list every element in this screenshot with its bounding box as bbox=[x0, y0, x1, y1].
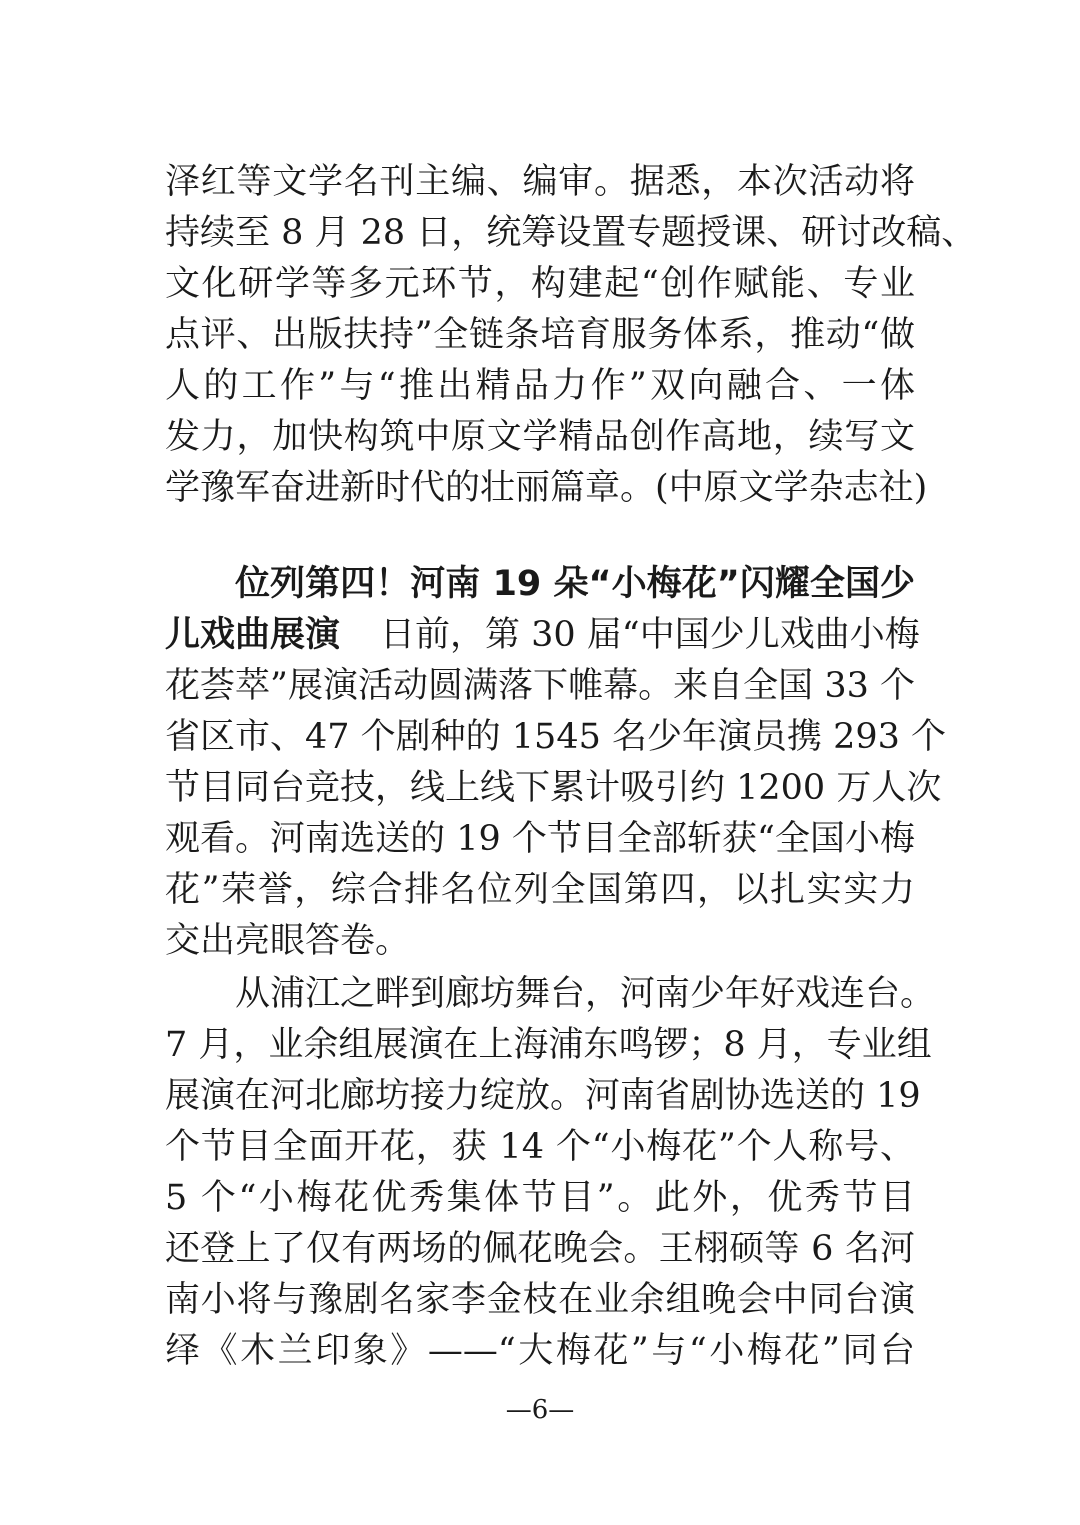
news-headline-end: 儿戏曲展演 bbox=[165, 615, 341, 655]
text-line: 花”荣誉，综合排名位列全国第四，以扎实实力 bbox=[165, 870, 915, 910]
text-line: 花荟萃”展演活动圆满落下帷幕。来自全国 33 个 bbox=[165, 666, 915, 706]
text-line: 从浦江之畔到廊坊舞台，河南少年好戏连台。 bbox=[235, 974, 936, 1014]
text-line: 展演在河北廊坊接力绽放。河南省剧协选送的 19 bbox=[165, 1076, 921, 1116]
text-line: 南小将与豫剧名家李金枝在业余组晚会中同台演 bbox=[165, 1280, 915, 1320]
text-line: 7 月，业余组展演在上海浦东鸣锣；8 月，专业组 bbox=[165, 1025, 932, 1065]
text-line: 个节目全面开花，获 14 个“小梅花”个人称号、 bbox=[165, 1127, 915, 1167]
text-line: 交出亮眼答卷。 bbox=[165, 921, 411, 961]
text-line: 泽红等文学名刊主编、编审。据悉，本次活动将 bbox=[165, 162, 915, 202]
text-line: 点评、出版扶持”全链条培育服务体系，推动“做 bbox=[165, 315, 915, 355]
text-line: 持续至 8 月 28 日，统筹设置专题授课、研讨改稿、 bbox=[165, 213, 977, 253]
text-line: 观看。河南选送的 19 个节目全部斩获“全国小梅 bbox=[165, 819, 915, 859]
text-line: 省区市、47 个剧种的 1545 名少年演员携 293 个 bbox=[165, 717, 947, 757]
text-line: 绎《木兰印象》——“大梅花”与“小梅花”同台 bbox=[165, 1331, 915, 1371]
page-number: —6— bbox=[505, 1395, 575, 1425]
text-line: 发力，加快构筑中原文学精品创作高地，续写文 bbox=[165, 417, 915, 457]
text-line: 人的工作”与“推出精品力作”双向融合、一体 bbox=[165, 366, 915, 406]
text-line: 还登上了仅有两场的佩花晚会。王栩硕等 6 名河 bbox=[165, 1229, 915, 1269]
text-line: 5 个“小梅花优秀集体节目”。此外，优秀节目 bbox=[165, 1178, 915, 1218]
news-headline: 位列第四！河南 19 朵“小梅花”闪耀全国少 bbox=[235, 564, 915, 604]
text-segment: 日前，第 30 届“中国少儿戏曲小梅 bbox=[380, 615, 920, 655]
text-line bbox=[165, 610, 920, 661]
text-line: 文化研学等多元环节，构建起“创作赋能、专业 bbox=[165, 264, 915, 304]
paragraph-body bbox=[165, 969, 936, 1377]
text-line: 节目同台竞技，线上线下累计吸引约 1200 万人次 bbox=[165, 768, 942, 808]
text-line: 学豫军奋进新时代的壮丽篇章。(中原文学杂志社) bbox=[165, 468, 928, 508]
paragraph-continuation bbox=[165, 157, 977, 514]
news-item-xiaomeihua bbox=[165, 559, 947, 967]
